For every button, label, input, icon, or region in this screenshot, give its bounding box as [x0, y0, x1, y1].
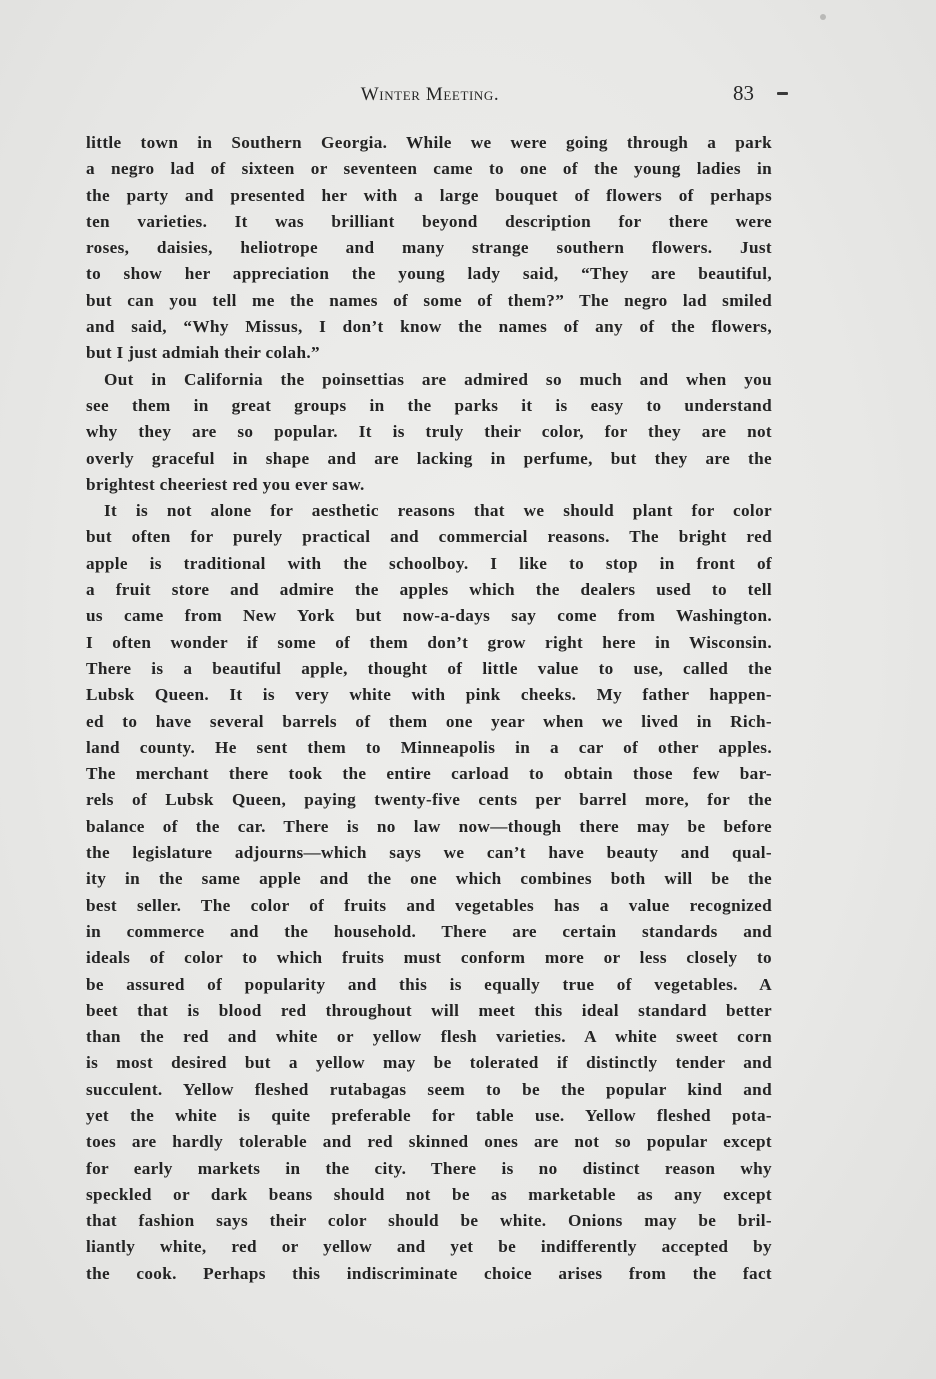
- text-line: is most desired but a yellow may be tolerated if distinctly tender and: [86, 1053, 772, 1073]
- text-line: than the red and white or yellow flesh varieties. A white sweet corn: [86, 1027, 772, 1047]
- text-line: ed to have several barrels of them one year when we lived in Rich-: [86, 711, 772, 731]
- text-line: speckled or dark beans should not be as marketable as any except: [86, 1184, 772, 1204]
- text-line: but can you tell me the names of some of them?” The negro lad smiled: [86, 290, 772, 310]
- text-line: us came from New York but now-a-days say come from Washington.: [86, 606, 772, 626]
- text-line: yet the white is quite preferable for table use. Yellow fleshed pota-: [86, 1105, 772, 1125]
- ink-dash-mark: [777, 92, 788, 95]
- text-line: best seller. The color of fruits and vegetables has a value recognized: [86, 895, 772, 915]
- text-line: I often wonder if some of them don’t grow right here in Wisconsin.: [86, 632, 772, 652]
- text-line: toes are hardly tolerable and red skinned ones are not so popular except: [86, 1132, 772, 1152]
- text-line: rels of Lubsk Queen, paying twenty-five cents per barrel more, for the: [86, 790, 772, 810]
- text-line: land county. He sent them to Minneapolis in a car of other apples.: [86, 737, 772, 757]
- text-line: the cook. Perhaps this indiscriminate choice arises from the fact: [86, 1263, 772, 1283]
- text-line: ten varieties. It was brilliant beyond description for there were: [86, 211, 772, 231]
- text-line: Lubsk Queen. It is very white with pink cheeks. My father happen-: [86, 685, 772, 705]
- text-line: succulent. Yellow fleshed rutabagas seem to be the popular kind and: [86, 1079, 772, 1099]
- body-text: [86, 130, 772, 1287]
- text-line: for early markets in the city. There is no distinct reason why: [86, 1158, 772, 1178]
- text-line: be assured of popularity and this is equally true of vegetables. A: [86, 974, 772, 994]
- text-line: but I just admiah their colah.”: [86, 343, 321, 363]
- text-line: beet that is blood red throughout will meet this ideal standard better: [86, 1000, 772, 1020]
- running-title: Winter Meeting.: [360, 84, 500, 105]
- text-line: that fashion says their color should be white. Onions may be bril-: [86, 1211, 772, 1231]
- text-line: It is not alone for aesthetic reasons that we should plant for color: [104, 501, 772, 521]
- text-line: apple is traditional with the schoolboy. I like to stop in front of: [86, 553, 772, 573]
- paper-speck: [820, 14, 826, 20]
- text-line: balance of the car. There is no law now—though there may be before: [86, 816, 772, 836]
- text-line: little town in Southern Georgia. While we were going through a park: [86, 133, 772, 152]
- text-line: overly graceful in shape and are lacking in perfume, but they are the: [86, 448, 772, 468]
- text-line: the party and presented her with a large bouquet of flowers of perhaps: [86, 185, 772, 205]
- text-line: roses, daisies, heliotrope and many strange southern flowers. Just: [86, 238, 772, 258]
- text-line: ity in the same apple and the one which combines both will be the: [86, 869, 772, 889]
- text-line: why they are so popular. It is truly their color, for they are not: [86, 422, 772, 442]
- text-line: and said, “Why Missus, I don’t know the names of any of the flowers,: [86, 317, 772, 337]
- text-line: There is a beautiful apple, thought of little value to use, called the: [86, 658, 772, 678]
- text-line: ideals of color to which fruits must conform more or less closely to: [86, 948, 772, 968]
- text-line: to show her appreciation the young lady said, “They are beautiful,: [86, 264, 772, 284]
- text-line: brightest cheeriest red you ever saw.: [86, 474, 365, 494]
- text-line: but often for purely practical and commercial reasons. The bright red: [86, 527, 772, 547]
- text-line: The merchant there took the entire carload to obtain those few bar-: [86, 764, 772, 784]
- text-line: in commerce and the household. There are certain standards and: [86, 921, 772, 941]
- text-line: see them in great groups in the parks it is easy to understand: [86, 395, 772, 415]
- running-header: [88, 81, 772, 108]
- text-line: a fruit store and admire the apples which the dealers used to tell: [86, 580, 772, 600]
- text-line: a negro lad of sixteen or seventeen came to one of the young ladies in: [86, 159, 772, 179]
- text-line: the legislature adjourns—which says we can’t have beauty and qual-: [86, 843, 772, 863]
- page-number: 83: [733, 81, 754, 105]
- text-line: Out in California the poinsettias are admired so much and when you: [104, 369, 772, 389]
- text-line: liantly white, red or yellow and yet be indifferently accepted by: [86, 1237, 772, 1257]
